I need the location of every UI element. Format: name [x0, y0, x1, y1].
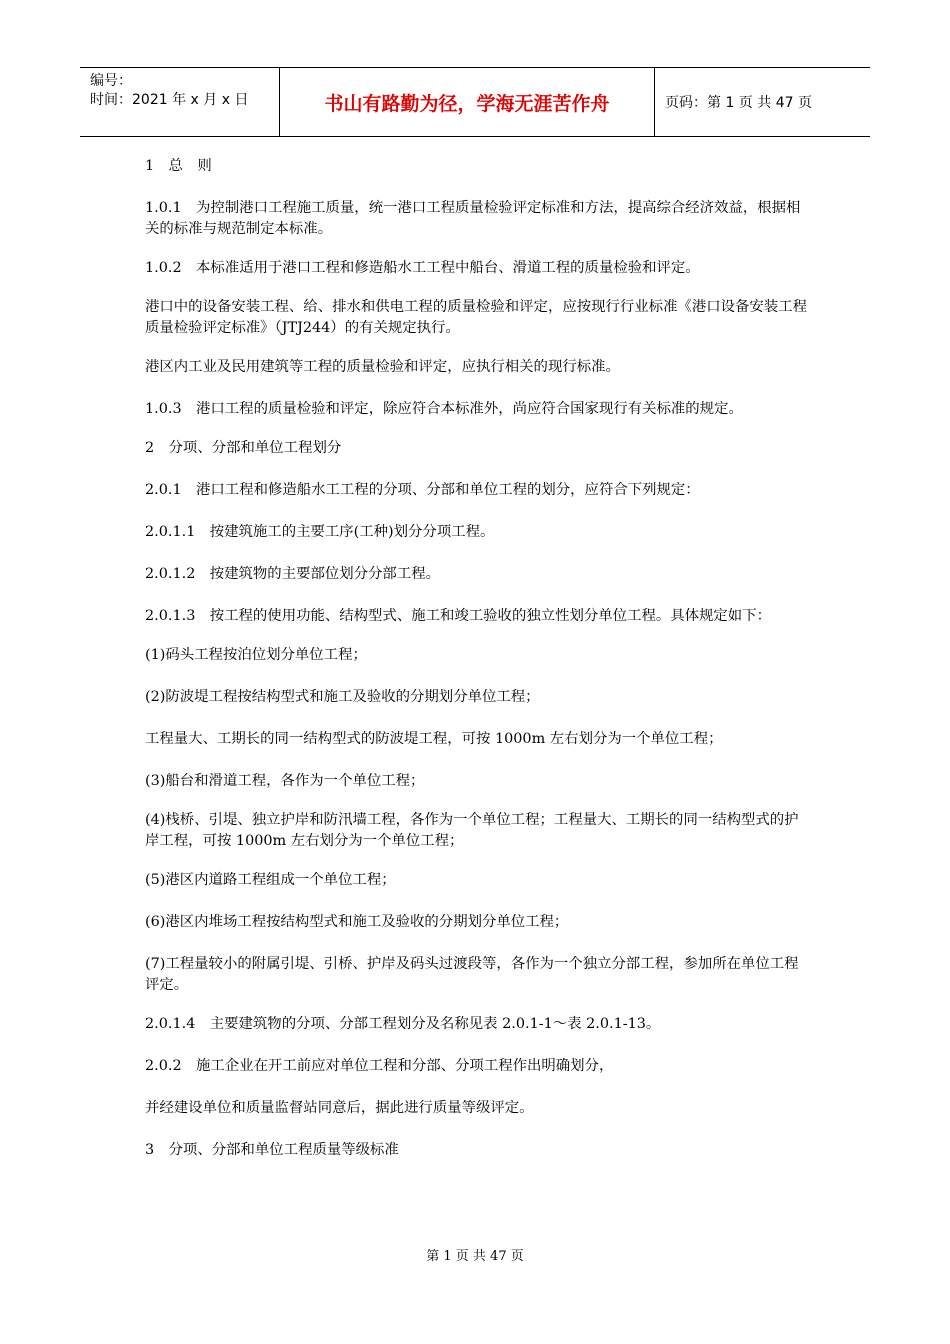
paragraph: 1.0.1 为控制港口工程施工质量，统一港口工程质量检验评定标准和方法，提高综合经济效益，根据相关的标准与规范制定本标准。	[145, 200, 801, 237]
paragraph: 2.0.1.2 按建筑物的主要部位划分分部工程。	[145, 566, 440, 582]
list-item: (6)港区内堆场工程按结构型式和施工及验收的分期划分单位工程；	[145, 914, 569, 930]
paragraph: 2.0.1.1 按建筑施工的主要工序(工种)划分分项工程。	[145, 524, 495, 540]
paragraph: 1.0.2 本标准适用于港口工程和修造船水工工程中船台、滑道工程的质量检验和评定。	[145, 260, 700, 276]
header-meta	[80, 68, 280, 136]
list-item: (3)船台和滑道工程，各作为一个单位工程；	[145, 773, 425, 789]
header-page-info: 页码：第 1 页 共 47 页	[665, 95, 812, 111]
paragraph: 港口中的设备安装工程、给、排水和供电工程的质量检验和评定，应按现行行业标准《港口设备安装工程质量检验评定标准》（JTJ244）的有关规定执行。	[145, 299, 807, 336]
page-header	[80, 67, 870, 137]
paragraph: 2.0.1 港口工程和修造船水工工程的分项、分部和单位工程的划分，应符合下列规定：	[145, 482, 700, 498]
header-motto: 书山有路勤为径，学海无涯苦作舟	[280, 68, 655, 136]
list-item: (2)防波堤工程按结构型式和施工及验收的分期划分单位工程；	[145, 689, 540, 705]
list-item: (4)栈桥、引堤、独立护岸和防汛墙工程，各作为一个单位工程；工程量大、工期长的同一结构型式的护岸工程，可按 1000m 左右划分为一个单位工程；	[145, 812, 799, 849]
page-footer: 第 1 页 共 47 页	[426, 1249, 524, 1264]
section-heading: 2 分项、分部和单位工程划分	[145, 440, 342, 456]
paragraph: 并经建设单位和质量监督站同意后，据此进行质量等级评定。	[145, 1100, 534, 1116]
paragraph: 港区内工业及民用建筑等工程的质量检验和评定，应执行相关的现行标准。	[145, 359, 620, 375]
paragraph: 1.0.3 港口工程的质量检验和评定，除应符合本标准外，尚应符合国家现行有关标准的规定。	[145, 401, 743, 417]
list-item: (1)码头工程按泊位划分单位工程；	[145, 647, 367, 663]
document-body	[145, 156, 810, 1161]
document-number-label: 编号：	[90, 73, 132, 89]
list-item: (7)工程量较小的附属引堤、引桥、护岸及码头过渡段等，各作为一个独立分部工程，参加所在单位工程评定。	[145, 956, 799, 993]
list-item: (5)港区内道路工程组成一个单位工程；	[145, 872, 396, 888]
paragraph: 2.0.1.4 主要建筑物的分项、分部工程划分及名称见表 2.0.1-1～表 2.0.1-13。	[145, 1016, 661, 1032]
paragraph: 工程量大、工期长的同一结构型式的防波堤工程，可按 1000m 左右划分为一个单位工程；	[145, 731, 723, 747]
document-date: 时间：2021 年 x 月 x 日	[90, 92, 249, 108]
paragraph: 2.0.2 施工企业在开工前应对单位工程和分部、分项工程作出明确划分，	[145, 1058, 614, 1074]
section-heading: 1 总 则	[145, 158, 212, 174]
paragraph: 2.0.1.3 按工程的使用功能、结构型式、施工和竣工验收的独立性划分单位工程。具体规定如下：	[145, 608, 771, 624]
section-heading: 3 分项、分部和单位工程质量等级标准	[145, 1142, 399, 1158]
